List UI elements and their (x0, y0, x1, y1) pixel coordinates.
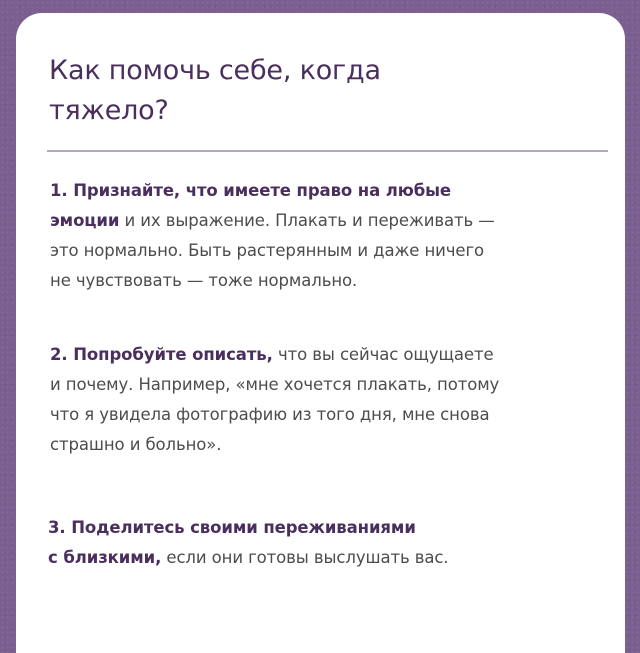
page-title (49, 51, 529, 131)
tip-1 (50, 176, 610, 296)
tip-1-text-line-4: не чувствовать — тоже нормально. (50, 271, 358, 290)
tip-3-heading-line-1: 3. Поделитесь своими переживаниями (48, 518, 416, 537)
tip-2-heading: 2. Попробуйте описать, (50, 345, 273, 364)
tip-1-text-line-3: это нормально. Быть растерянным и даже ничего (50, 241, 485, 260)
tip-2-text-line-4: страшно и больно». (50, 435, 222, 454)
tip-1-heading-line-1: 1. Признайте, что имеете право на любые (50, 181, 452, 200)
tip-1-text-line-2: и их выражение. Плакать и переживать — (119, 211, 495, 230)
tip-2 (50, 340, 610, 460)
title-line-2: тяжело? (49, 95, 169, 126)
title-divider (47, 150, 608, 152)
tip-3-text-line-2: если они готовы выслушать вас. (161, 548, 449, 567)
tip-3-heading-line-2: с близкими, (48, 548, 162, 567)
title-line-1: Как помочь себе, когда (49, 55, 381, 86)
tip-2-text-line-1: что вы сейчас ощущаете (272, 345, 494, 364)
tip-3 (48, 513, 608, 573)
tip-1-heading-line-2: эмоции (50, 211, 120, 230)
content-card (16, 13, 625, 653)
tip-2-text-line-3: что я увидела фотографию из того дня, мне снова (50, 405, 490, 424)
tip-2-text-line-2: и почему. Например, «мне хочется плакать, потому (50, 375, 500, 394)
